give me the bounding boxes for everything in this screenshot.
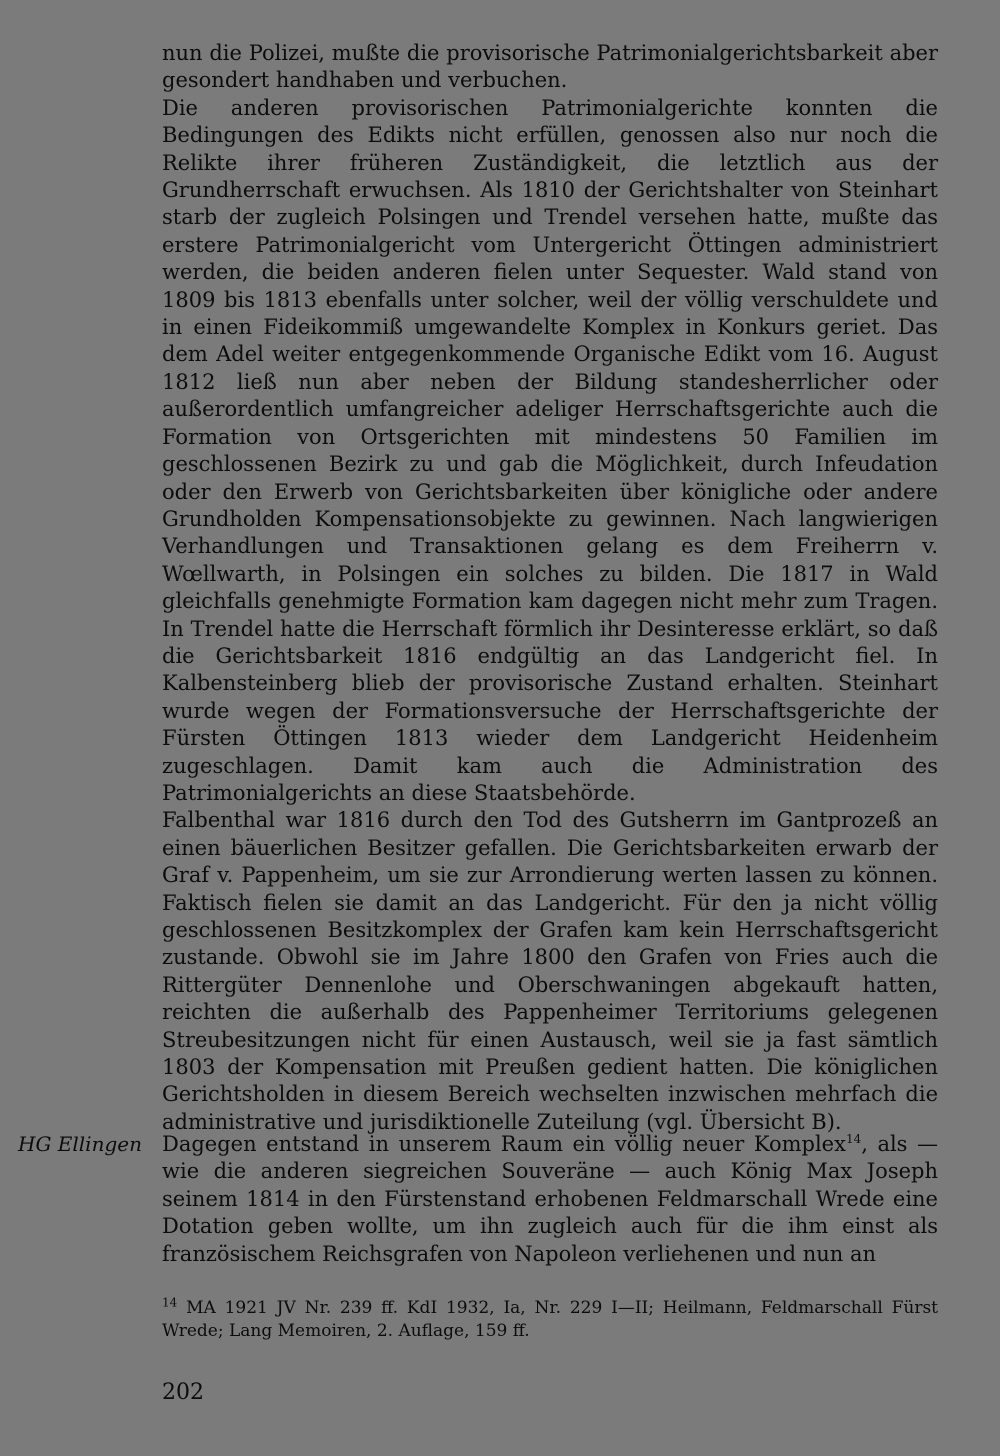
section-text-start: Dagegen entstand in unserem Raum ein völlig neuer Komplex — [162, 1132, 846, 1156]
footnote-text: MA 1921 JV Nr. 239 ff. KdI 1932, Ia, Nr. 229 I—II; Heilmann, Feldmarschall Fürst Wrede; Lang Memoiren, 2. Auflage, 159 ff. — [162, 1298, 938, 1341]
margin-note: HG Ellingen — [18, 1132, 142, 1156]
paragraph-2: Die anderen provisorischen Patrimonialgerichte konnten die Bedingungen des Edikts nicht erfüllen, genossen also nur noch die Relikte ihrer früheren Zuständigkeit, die letztlich aus der Grundherrschaft erwuchsen. Als 1810 der Gerichtshalter von Steinhart starb der zugleich Polsingen und Trendel versehen hatte, mußte das erstere Patrimonialgericht vom Untergericht Öttingen administriert werden, die beiden anderen fielen unter Sequester. Wald stand von 1809 bis 1813 ebenfalls unter solcher, weil der völlig verschuldete und in einen Fideikommiß umgewandelte Komplex in Konkurs geriet. Das dem Adel weiter entgegenkommende Organische Edikt vom 16. August 1812 ließ nun aber neben der Bildung standesherrlicher oder außerordentlich umfangreicher adeliger Herrschaftsgerichte auch die Formation von Ortsgerichten mit mindestens 50 Familien im geschlossenen Bezirk zu und gab die Möglichkeit, durch Infeudation oder den Erwerb von Gerichtsbarkeiten über königliche oder andere Grundholden Kompensationsobjekte zu gewinnen. Nach langwierigen Verhandlungen und Transaktionen gelang es dem Freiherrn v. Wœllwarth, in Polsingen ein solches zu bilden. Die 1817 in Wald gleichfalls genehmigte Formation kam dagegen nicht mehr zum Tragen. In Trendel hatte die Herrschaft förmlich ihr Desinteresse erklärt, so daß die Gerichtsbarkeit 1816 endgültig an das Landgericht fiel. In Kalbensteinberg blieb der provisorische Zustand erhalten. Steinhart wurde wegen der Formationsversuche der Herrschaftsgerichte der Fürsten Öttingen 1813 wieder dem Landgericht Heidenheim zugeschlagen. Damit kam auch die Administration des Patrimonialgerichts an diese Staatsbehörde. — [162, 95, 938, 805]
section-paragraph — [162, 1131, 938, 1268]
section-text — [162, 1131, 938, 1268]
footnote-mark: 14 — [162, 1295, 178, 1310]
footnote-reference: 14 — [845, 1132, 862, 1146]
paragraph-1: nun die Polizei, mußte die provisorische Patrimonialgerichtsbarkeit aber gesondert handhaben und verbuchen. — [162, 41, 938, 93]
section-text-rest: , als — wie die anderen siegreichen Souveräne — auch König Max Joseph seinem 1814 in den Fürstenstand erhobenen Feldmarschall Wrede eine Dotation geben wollte, um ihn zugleich auch für die ihm einst als französischem Reichsgrafen von Napoleon verliehenen und nun an — [162, 1132, 938, 1266]
footnote — [162, 1297, 938, 1343]
body-text — [162, 40, 938, 1136]
page-number: 202 — [162, 1380, 204, 1405]
paragraph-3: Falbenthal war 1816 durch den Tod des Gutsherrn im Gantprozeß an einen bäuerlichen Besitzer gefallen. Die Gerichtsbarkeiten erwarb der Graf v. Pappenheim, um sie zur Arrondierung werten lassen zu können. Faktisch fielen sie damit an das Landgericht. Für den ja nicht völlig geschlossenen Besitzkomplex der Grafen kam kein Herrschaftsgericht zustande. Obwohl sie im Jahre 1800 den Grafen von Fries auch die Rittergüter Dennenlohe und Oberschwaningen abgekauft hatten, reichten die außerhalb des Pappenheimer Territoriums gelegenen Streubesitzungen nicht für einen Austausch, weil sie ja fast sämtlich 1803 der Kompensation mit Preußen gedient hatten. Die königlichen Gerichtsholden in diesem Bereich wechselten inzwischen mehrfach die administrative und jurisdiktionelle Zuteilung (vgl. Übersicht B). — [162, 808, 938, 1134]
